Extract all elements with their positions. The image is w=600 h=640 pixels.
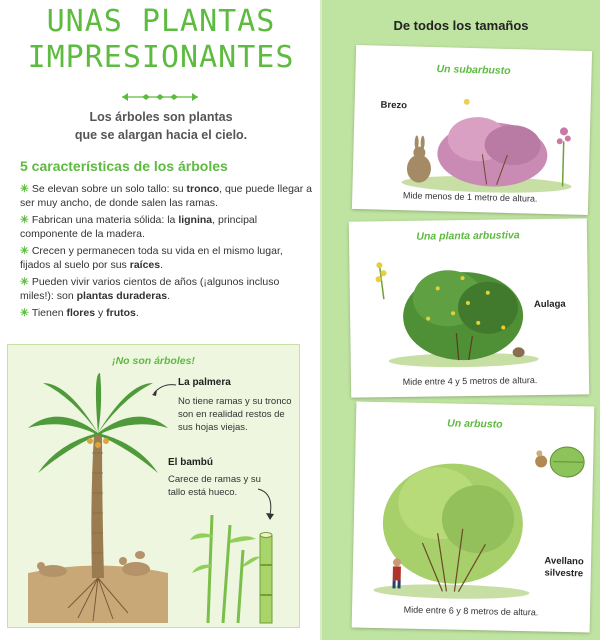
asterisk-icon: ✳: [20, 307, 29, 319]
title-ornament: [120, 92, 200, 102]
card-shrubby-plant: [349, 218, 589, 397]
asterisk-icon: ✳: [20, 276, 29, 288]
feature-item: ✳ Tienen flores y frutos.: [20, 307, 139, 319]
bamboo-arrow: [252, 485, 282, 525]
intro-line-2: que se alargan hacia el cielo.: [74, 128, 248, 142]
palm-name: La palmera: [178, 377, 231, 388]
features-heading: 5 características de los árboles: [20, 158, 228, 174]
feature-item: ✳ Fabrican una materia sólida: la lignina, principal componente de la madera.: [20, 214, 258, 240]
palm-arrow: [148, 381, 178, 401]
title-line-2: IMPRESIONANTES: [27, 40, 295, 75]
asterisk-icon: ✳: [20, 245, 29, 257]
plant-name: Avellano silvestre: [544, 555, 584, 580]
bamboo-description: Carece de ramas y su tallo está hueco.: [168, 474, 261, 498]
asterisk-icon: ✳: [20, 183, 29, 195]
hazel-leaf-icon: [531, 439, 588, 484]
card-subshrub: [352, 45, 592, 215]
feature-item: ✳ Pueden vivir varios cientos de años (¡algunos incluso miles!): son plantas duraderas.: [20, 276, 280, 302]
palm-description: No tiene ramas y su tronco son en realidad restos de sus hojas viejas.: [178, 396, 292, 433]
card-title: Un arbusto: [447, 417, 503, 431]
intro-line-1: Los árboles son plantas: [89, 110, 233, 124]
right-page: [322, 0, 600, 640]
right-page-title: De todos los tamaños: [393, 18, 529, 33]
not-trees-box: [7, 344, 300, 628]
page-title: [0, 4, 322, 76]
card-shrub: [352, 402, 595, 633]
intro-text: [30, 108, 292, 144]
not-trees-title: ¡No son árboles!: [112, 355, 195, 367]
hazel-illustration: [366, 432, 539, 602]
feature-item: ✳ Se elevan sobre un solo tallo: su tronco, que puede llegar a ser muy ancho, de donde salen las ramas.: [20, 183, 312, 209]
card-caption: Mide entre 4 y 5 metros de altura.: [402, 375, 538, 387]
plant-name: Brezo: [380, 99, 408, 112]
title-line-1: UNAS PLANTAS: [46, 4, 276, 39]
palm-illustration: [28, 373, 168, 623]
card-caption: Mide entre 6 y 8 metros de altura.: [403, 604, 539, 618]
card-caption: Mide menos de 1 metro de altura.: [402, 190, 538, 204]
card-title: Un subarbusto: [436, 63, 511, 77]
heather-illustration: [396, 82, 579, 197]
bamboo-name: El bambú: [168, 457, 214, 468]
card-title: Una planta arbustiva: [416, 229, 520, 243]
features-list: [20, 182, 312, 323]
gorse-illustration: [367, 247, 539, 369]
asterisk-icon: ✳: [20, 214, 29, 226]
plant-name: Aulaga: [533, 298, 566, 311]
feature-item: ✳ Crecen y permanecen toda su vida en el mismo lugar, fijados al suelo por sus raíces.: [20, 245, 283, 271]
